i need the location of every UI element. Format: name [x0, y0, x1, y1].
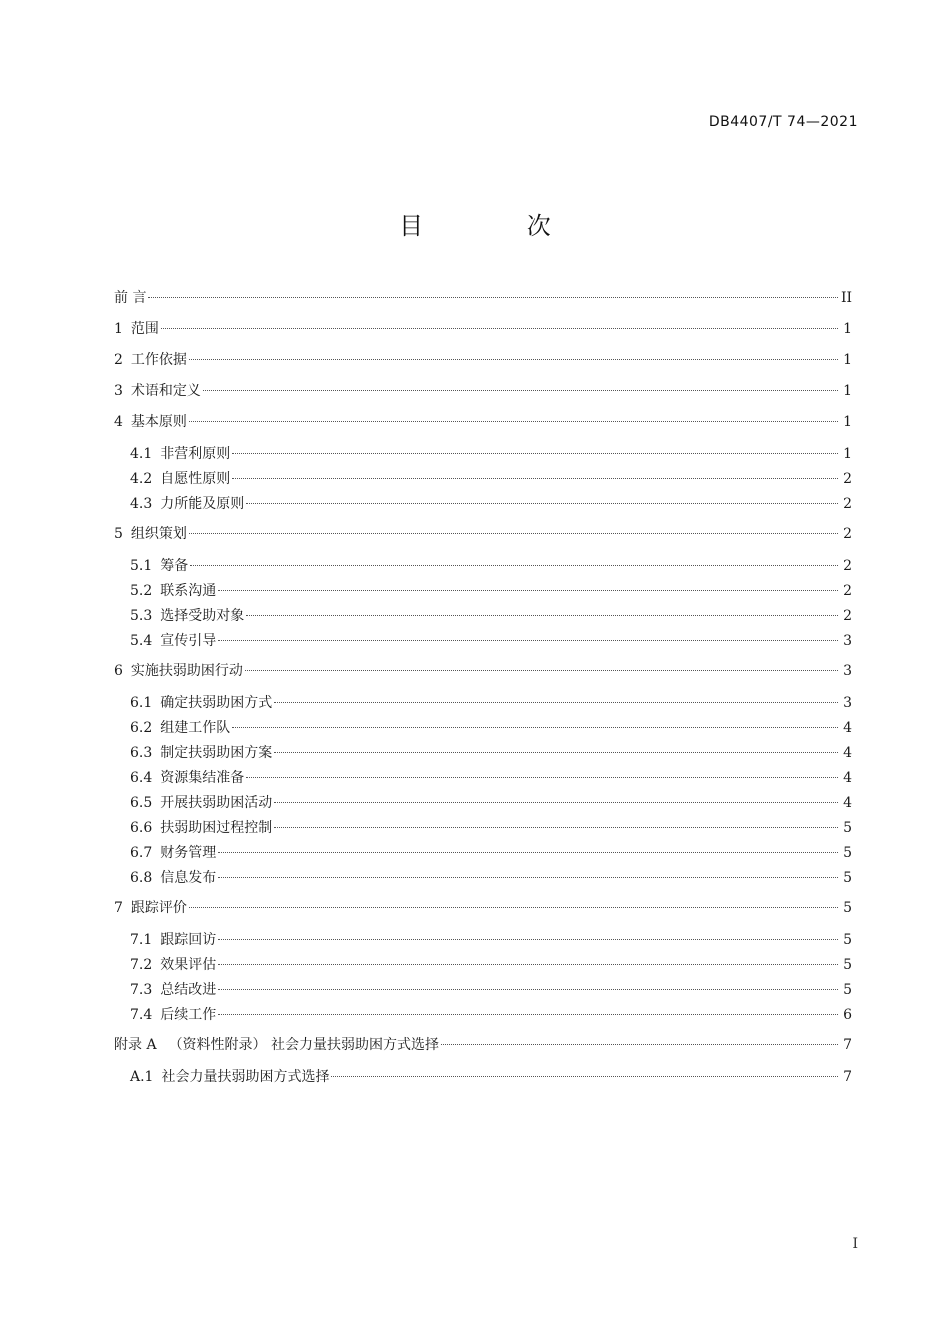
toc-entry[interactable]	[114, 631, 852, 656]
toc-entry-page: 5	[843, 932, 852, 948]
toc-entry-number: 6.4	[130, 770, 153, 786]
toc-entry-number: 6.7	[130, 845, 153, 861]
toc-leader-dots	[189, 421, 838, 422]
toc-leader-dots	[203, 390, 838, 391]
toc-entry-page: 2	[843, 496, 852, 512]
toc-leader-dots	[218, 852, 838, 853]
toc-leader-dots	[331, 1076, 838, 1077]
toc-entry[interactable]	[114, 893, 852, 924]
toc-leader-dots	[232, 727, 838, 728]
toc-entry[interactable]	[114, 606, 852, 631]
toc-entry-title: 筹备	[160, 558, 189, 574]
toc-entry-title: 自愿性原则	[160, 471, 231, 487]
toc-entry[interactable]	[114, 407, 852, 438]
toc-entry-title: 选择受助对象	[160, 608, 245, 624]
toc-entry-number: 7.4	[130, 1007, 153, 1023]
toc-leader-dots	[274, 752, 838, 753]
toc-entry[interactable]	[114, 494, 852, 519]
toc-entry-title: 前 言	[114, 290, 147, 306]
toc-entry-title: 组织策划	[130, 526, 187, 542]
toc-entry[interactable]	[114, 314, 852, 345]
toc-entry-page: 2	[843, 583, 852, 599]
toc-entry-number: 6.8	[130, 870, 153, 886]
toc-leader-dots	[246, 615, 838, 616]
toc-entry-page: 4	[843, 745, 852, 761]
toc-entry-title: 总结改进	[160, 982, 217, 998]
toc-entry[interactable]	[114, 550, 852, 581]
toc-entry-number: 2	[114, 352, 123, 368]
toc-leader-dots	[274, 702, 838, 703]
toc-entry-title: 力所能及原则	[160, 496, 245, 512]
toc-entry[interactable]	[114, 581, 852, 606]
toc-leader-dots	[218, 877, 838, 878]
toc-leader-dots	[161, 328, 838, 329]
toc-entry-number: 4.1	[130, 446, 153, 462]
toc-entry-number: 6.3	[130, 745, 153, 761]
toc-entry-title: 确定扶弱助困方式	[160, 695, 273, 711]
toc-entry-number: 3	[114, 383, 123, 399]
toc-leader-dots	[218, 989, 838, 990]
toc-entry-page: 5	[843, 900, 852, 916]
toc-entry-title: （资料性附录） 社会力量扶弱助困方式选择	[168, 1037, 440, 1053]
toc-entry-number: 7.2	[130, 957, 153, 973]
toc-entry[interactable]	[114, 718, 852, 743]
toc-entry-page: II	[840, 290, 852, 306]
toc-leader-dots	[246, 503, 838, 504]
toc-entry-title: 制定扶弱助困方案	[160, 745, 273, 761]
toc-entry-page: 7	[843, 1069, 852, 1085]
toc-entry[interactable]	[114, 868, 852, 893]
toc-entry-page: 4	[843, 720, 852, 736]
toc-entry-page: 5	[843, 845, 852, 861]
toc-entry-page: 3	[843, 663, 852, 679]
toc-leader-dots	[218, 640, 838, 641]
toc-entry-page: 4	[843, 795, 852, 811]
toc-entry-title: 基本原则	[130, 414, 187, 430]
toc-entry[interactable]	[114, 656, 852, 687]
toc-entry[interactable]	[114, 376, 852, 407]
toc-leader-dots	[189, 533, 838, 534]
toc-entry-page: 1	[843, 414, 852, 430]
toc-entry[interactable]	[114, 1030, 852, 1061]
toc-entry[interactable]	[114, 980, 852, 1005]
toc-entry-title: 跟踪评价	[130, 900, 187, 916]
toc-leader-dots	[148, 297, 838, 298]
toc-entry-number: 6.5	[130, 795, 153, 811]
toc-entry-page: 5	[843, 820, 852, 836]
toc-entry-number: 附录 A	[114, 1037, 157, 1053]
toc-entry-title: 开展扶弱助困活动	[160, 795, 273, 811]
toc-entry-title: 工作依据	[130, 352, 187, 368]
toc-entry-number: 5	[114, 526, 123, 542]
page-number: I	[852, 1236, 858, 1252]
toc-entry[interactable]	[114, 345, 852, 376]
toc-entry[interactable]	[114, 438, 852, 469]
toc-entry-page: 3	[843, 633, 852, 649]
toc-entry-page: 6	[843, 1007, 852, 1023]
toc-entry-title: 社会力量扶弱助困方式选择	[161, 1069, 330, 1085]
toc-entry-page: 5	[843, 982, 852, 998]
toc-leader-dots	[274, 827, 838, 828]
toc-entry-title: 非营利原则	[160, 446, 231, 462]
toc-entry-page: 1	[843, 352, 852, 368]
toc-entry-number: 5.4	[130, 633, 153, 649]
toc-entry-page: 5	[843, 870, 852, 886]
toc-leader-dots	[218, 1014, 838, 1015]
toc-entry[interactable]	[114, 793, 852, 818]
toc-leader-dots	[190, 565, 838, 566]
toc-leader-dots	[232, 453, 838, 454]
toc-entry-page: 4	[843, 770, 852, 786]
toc-entry-number: 6.2	[130, 720, 153, 736]
document-code: DB4407/T 74—2021	[708, 114, 858, 130]
toc-entry-title: 实施扶弱助困行动	[130, 663, 243, 679]
toc-entry-number: 6.6	[130, 820, 153, 836]
toc-entry[interactable]	[114, 768, 852, 793]
toc-entry-title: 财务管理	[160, 845, 217, 861]
toc-entry-number: A.1	[130, 1069, 154, 1085]
toc-entry-page: 3	[843, 695, 852, 711]
toc-entry[interactable]	[114, 924, 852, 955]
toc-entry-number: 7.3	[130, 982, 153, 998]
toc-entry-page: 2	[843, 608, 852, 624]
toc-entry-number: 7	[114, 900, 123, 916]
toc-entry-title: 扶弱助困过程控制	[160, 820, 273, 836]
toc-entry-page: 1	[843, 383, 852, 399]
toc-leader-dots	[189, 359, 838, 360]
toc-entry-page: 2	[843, 558, 852, 574]
toc-entry[interactable]	[114, 1061, 852, 1092]
toc-entry-page: 2	[843, 471, 852, 487]
toc-entry-title: 资源集结准备	[160, 770, 245, 786]
toc-entry-page: 1	[843, 321, 852, 337]
toc-entry-number: 4.3	[130, 496, 153, 512]
toc-entry-number: 5.3	[130, 608, 153, 624]
toc-leader-dots	[441, 1044, 838, 1045]
toc-entry[interactable]	[114, 687, 852, 718]
toc-entry-title: 范围	[130, 321, 159, 337]
toc-leader-dots	[274, 802, 838, 803]
toc-entry-number: 7.1	[130, 932, 153, 948]
toc-entry-number: 6.1	[130, 695, 153, 711]
toc-entry-title: 后续工作	[160, 1007, 217, 1023]
toc-entry-number: 5.1	[130, 558, 153, 574]
toc-entry[interactable]	[114, 955, 852, 980]
toc-entry-title: 跟踪回访	[160, 932, 217, 948]
toc-entry-number: 4.2	[130, 471, 153, 487]
toc-leader-dots	[218, 964, 838, 965]
toc-entry-title: 术语和定义	[130, 383, 201, 399]
toc-leader-dots	[218, 590, 838, 591]
toc-entry-number: 1	[114, 321, 123, 337]
toc-entry-number: 6	[114, 663, 123, 679]
toc-entry[interactable]	[114, 818, 852, 843]
toc-entry[interactable]	[114, 1005, 852, 1030]
toc-leader-dots	[189, 907, 838, 908]
toc-leader-dots	[232, 478, 838, 479]
toc-entry[interactable]	[114, 743, 852, 768]
toc-entry-title: 效果评估	[160, 957, 217, 973]
toc-entry-title: 联系沟通	[160, 583, 217, 599]
toc-leader-dots	[218, 939, 838, 940]
toc-entry-number: 5.2	[130, 583, 153, 599]
toc-leader-dots	[245, 670, 838, 671]
toc-entry-page: 7	[843, 1037, 852, 1053]
page-title: 目 次	[399, 212, 599, 240]
toc-entry-title: 信息发布	[160, 870, 217, 886]
table-of-contents	[114, 283, 852, 1092]
toc-entry-page: 5	[843, 957, 852, 973]
toc-entry[interactable]	[114, 469, 852, 494]
toc-entry[interactable]	[114, 843, 852, 868]
toc-entry-title: 组建工作队	[160, 720, 231, 736]
toc-entry-number: 4	[114, 414, 123, 430]
toc-entry[interactable]	[114, 519, 852, 550]
toc-entry[interactable]	[114, 283, 852, 314]
toc-entry-title: 宣传引导	[160, 633, 217, 649]
toc-leader-dots	[246, 777, 838, 778]
toc-entry-page: 1	[843, 446, 852, 462]
toc-entry-page: 2	[843, 526, 852, 542]
